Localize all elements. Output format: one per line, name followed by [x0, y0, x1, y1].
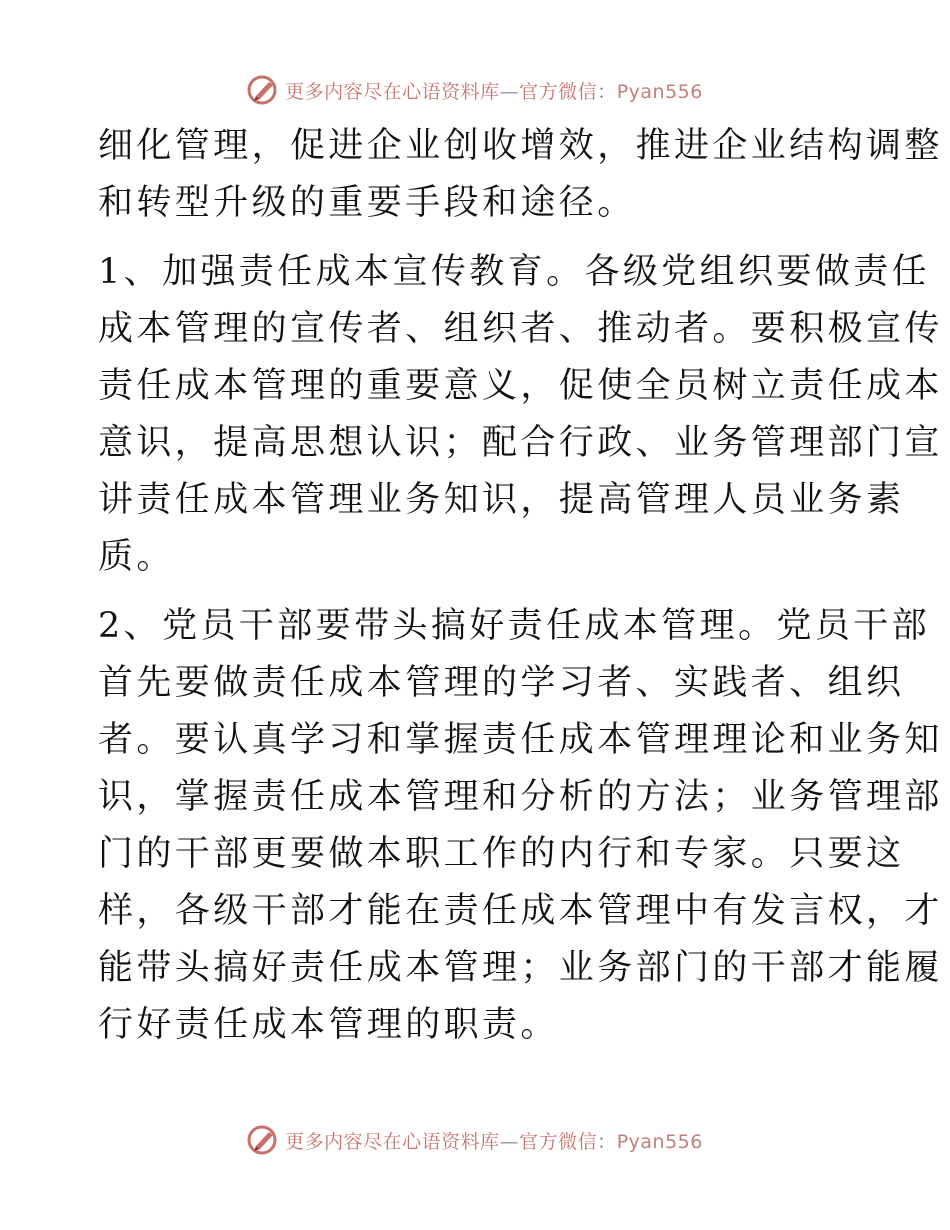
watermark-text: 更多内容尽在心语资料库—官方微信：Pyan556: [285, 80, 703, 103]
paragraph-1: [98, 118, 943, 232]
pen-logo-icon: [247, 1123, 281, 1157]
paragraph-2: [98, 244, 943, 586]
text-line: 质。: [98, 537, 175, 577]
text-line: 行好责任成本管理的职责。: [98, 1005, 559, 1045]
text-line: 责任成本管理的重要意义，促使全员树立责任成本: [98, 366, 943, 406]
text-line: 意识，提高思想认识；配合行政、业务管理部门宣: [98, 423, 943, 463]
text-line: 样，各级干部才能在责任成本管理中有发言权，才: [98, 891, 943, 931]
text-line: 识，掌握责任成本管理和分析的方法；业务管理部: [98, 777, 943, 817]
header-watermark: [0, 70, 950, 110]
watermark-text: 更多内容尽在心语资料库—官方微信：Pyan556: [285, 1130, 703, 1153]
text-line: 讲责任成本管理业务知识，提高管理人员业务素: [98, 480, 905, 520]
text-line: 门的干部更要做本职工作的内行和专家。只要这: [98, 834, 905, 874]
text-line: 成本管理的宣传者、组织者、推动者。要积极宣传: [98, 309, 943, 349]
text-line: 能带头搞好责任成本管理；业务部门的干部才能履: [98, 948, 943, 988]
text-line: 首先要做责任成本管理的学习者、实践者、组织: [98, 663, 905, 703]
text-line: 和转型升级的重要手段和途径。: [98, 183, 636, 223]
document-body: [98, 118, 943, 1054]
text-line: 者。要认真学习和掌握责任成本管理理论和业务知: [98, 720, 943, 760]
pen-logo-icon: [247, 73, 281, 107]
text-line: 1、加强责任成本宣传教育。各级党组织要做责任: [98, 252, 931, 292]
text-line: 2、党员干部要带头搞好责任成本管理。党员干部: [98, 606, 931, 646]
footer-watermark: [0, 1120, 950, 1160]
text-line: 细化管理，促进企业创收增效，推进企业结构调整: [98, 126, 943, 166]
paragraph-3: [98, 598, 943, 1054]
